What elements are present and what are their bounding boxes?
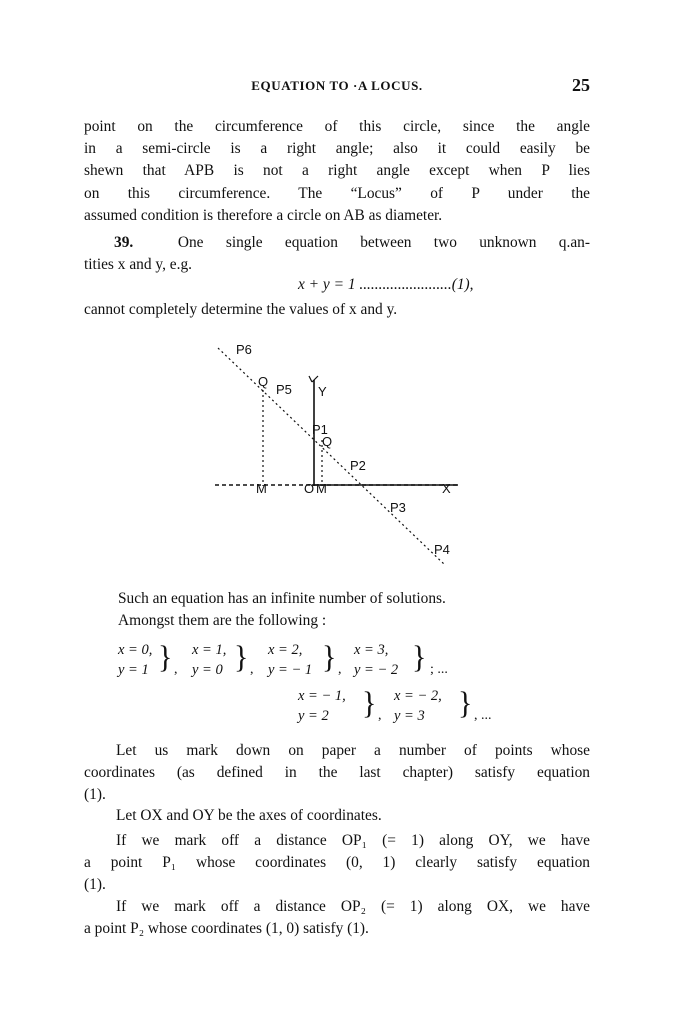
solutions-continue: , ... bbox=[474, 708, 492, 723]
text-line: Amongst them are the following : bbox=[118, 612, 327, 630]
equation-1: x + y = 1 ........................(1), bbox=[298, 276, 474, 293]
solution-pair: x = 1, y = 0 } , bbox=[192, 640, 254, 678]
label-p6: P6 bbox=[236, 342, 252, 357]
text-line: tities x and y, e.g. bbox=[84, 256, 192, 274]
label-q-right: Q bbox=[322, 434, 333, 449]
solution-pair: x = − 2, y = 3 } bbox=[394, 686, 473, 724]
section-39-line1 bbox=[84, 232, 590, 254]
section-39 bbox=[84, 232, 590, 276]
solution-pair: x = − 1, y = 2 } , bbox=[298, 686, 382, 724]
section-number: 39. bbox=[114, 234, 134, 251]
label-p1: P1 bbox=[312, 422, 328, 437]
label-p2: P2 bbox=[350, 458, 366, 473]
page-number: 25 bbox=[572, 75, 590, 95]
text-line: point on the circumference of this circle, since the angle bbox=[84, 118, 590, 135]
label-q-left: Q bbox=[258, 374, 269, 389]
label-y: Y bbox=[318, 384, 327, 399]
solution-pair: x = 0, y = 1 } , bbox=[118, 640, 178, 678]
label-origin: O bbox=[304, 481, 315, 496]
label-m-left: M bbox=[256, 481, 267, 496]
solution-pair: x = 3, y = − 2 } bbox=[354, 640, 427, 678]
text-line: If we mark off a distance OP₁ (= 1) along OY, we have bbox=[116, 832, 590, 849]
text-line: shewn that APB is not a right angle except when P lies bbox=[84, 162, 590, 180]
section-39-text: One single equation between two unknown q.an- bbox=[177, 234, 590, 251]
paragraph-p1 bbox=[84, 830, 590, 897]
text-line: If we mark off a distance OP₂ (= 1) along OX, we have bbox=[116, 898, 590, 915]
label-x: X bbox=[442, 481, 451, 496]
label-m-right: M bbox=[316, 481, 327, 496]
paragraph-solutions bbox=[118, 588, 590, 632]
paragraph-p2 bbox=[84, 896, 590, 940]
text-line: a point P₂ whose coordinates (1, 0) satisfy (1). bbox=[84, 920, 369, 938]
text-line: (1). bbox=[84, 786, 106, 804]
text-line: on this circumference. The “Locus” of P under the bbox=[84, 184, 590, 202]
locus-figure bbox=[200, 330, 480, 580]
label-p5: P5 bbox=[276, 382, 292, 397]
text-line: assumed condition is therefore a circle on AB as diameter. bbox=[84, 206, 443, 224]
label-p4: P4 bbox=[434, 542, 450, 557]
text-line: a point P₁ whose coordinates (0, 1) clearly satisfy equation bbox=[84, 854, 590, 872]
locus-line bbox=[218, 348, 445, 565]
text-line: Such an equation has an infinite number of solutions. bbox=[118, 590, 446, 607]
paragraph-mark-points bbox=[84, 740, 590, 807]
text-line: Let us mark down on paper a number of points whose bbox=[116, 742, 590, 759]
text-line: Let OX and OY be the axes of coordinates. bbox=[116, 807, 382, 824]
solutions-list bbox=[118, 640, 590, 740]
running-title: EQUATION TO ·A LOCUS. bbox=[251, 78, 423, 93]
paragraph-circle-locus bbox=[84, 116, 590, 227]
page-header bbox=[84, 75, 590, 102]
text-line: (1). bbox=[84, 876, 106, 894]
text-line: coordinates (as defined in the last chapter) satisfy equation bbox=[84, 764, 590, 782]
paragraph-cannot-determine bbox=[84, 299, 590, 321]
text-line: in a semi-circle is a right angle; also it could easily be bbox=[84, 140, 590, 158]
solution-pair: x = 2, y = − 1 } , bbox=[268, 640, 342, 678]
text-line: cannot completely determine the values of x and y. bbox=[84, 301, 398, 318]
label-p3: P3 bbox=[390, 500, 406, 515]
paragraph-axes bbox=[84, 805, 590, 827]
solutions-continue: ; ... bbox=[430, 662, 448, 677]
